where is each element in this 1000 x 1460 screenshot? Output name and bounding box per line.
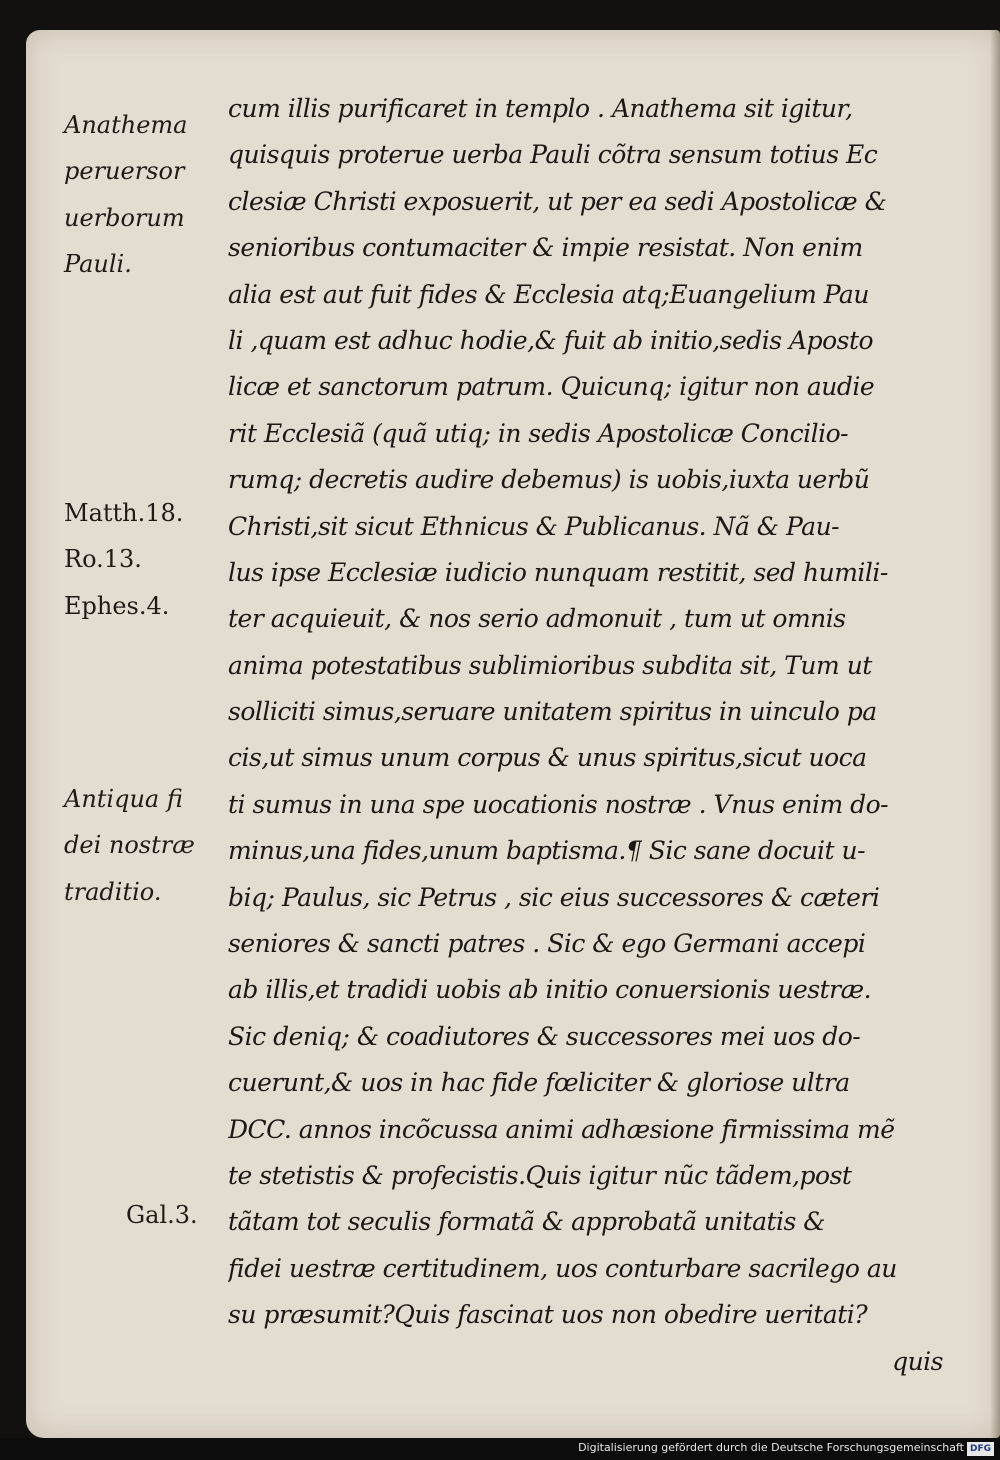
marginal-line: Ro.13. bbox=[64, 545, 142, 574]
text-line: ab illis,et tradidi uobis ab initio conuersionis uestræ. bbox=[228, 975, 872, 1005]
marginal-line: Antiqua fi bbox=[64, 785, 183, 813]
text-line: su præsumit?Quis fascinat uos non obedire ueritati? bbox=[228, 1300, 868, 1330]
text-line: Christi,sit sicut Ethnicus & Publicanus. Nã & Pau- bbox=[228, 511, 840, 541]
text-line: solliciti simus,seruare unitatem spiritus in uinculo pa bbox=[228, 697, 877, 727]
text-line: alia est aut fuit fides & Ecclesia atq;Euangelium Pau bbox=[228, 279, 869, 309]
text-line: cuerunt,& uos in hac fide fœliciter & gloriose ultra bbox=[228, 1068, 850, 1098]
text-line: clesiæ Christi exposuerit, ut per ea sedi Apostolicæ & bbox=[228, 186, 887, 216]
text-line: senioribus contumaciter & impie resistat. Non enim bbox=[228, 233, 863, 263]
main-text-block bbox=[228, 86, 943, 1385]
marginal-line: Matth.18. bbox=[64, 499, 184, 527]
marginal-note-citations bbox=[64, 490, 234, 629]
marginal-line: Anathema bbox=[64, 111, 188, 139]
text-line: ti sumus in una spe uocationis nostræ . Vnus enim do- bbox=[228, 789, 889, 819]
text-line: cis,ut simus unum corpus & unus spiritus,sicut uoca bbox=[228, 743, 867, 773]
text-line: anima potestatibus sublimioribus subdita sit, Tum ut bbox=[228, 650, 872, 680]
text-line: rumq; decretis audire debemus) is uobis,iuxta uerbũ bbox=[228, 465, 870, 495]
dfg-logo: DFG bbox=[967, 1442, 994, 1456]
text-line: quisquis proterue uerba Pauli cõtra sensum totius Ec bbox=[228, 140, 878, 170]
text-line: biq; Paulus, sic Petrus , sic eius successores & cæteri bbox=[228, 882, 880, 912]
text-line: quis bbox=[892, 1346, 943, 1376]
marginal-line: dei nostræ bbox=[64, 831, 195, 860]
marginal-line: traditio. bbox=[64, 877, 162, 906]
marginal-note-antiqua bbox=[64, 776, 234, 915]
marginal-line: Pauli. bbox=[64, 250, 132, 279]
marginal-note-anathema bbox=[64, 102, 234, 288]
text-line: te stetistis & profecistis.Quis igitur nũc tãdem,post bbox=[228, 1160, 852, 1190]
marginal-line: Ephes.4. bbox=[64, 591, 170, 620]
text-line: licæ et sanctorum patrum. Quicunq; igitur non audie bbox=[228, 372, 875, 402]
text-line: seniores & sancti patres . Sic & ego Germani accepi bbox=[228, 929, 866, 959]
marginal-line: uerborum bbox=[64, 203, 185, 232]
text-line: tãtam tot seculis formatã & approbatã unitatis & bbox=[228, 1207, 826, 1237]
text-line: ter acquieuit, & nos serio admonuit , tum ut omnis bbox=[228, 604, 846, 634]
text-line: cum illis purificaret in templo . Anathema sit igitur, bbox=[228, 94, 853, 123]
text-line: DCC. annos incõcussa animi adhæsione firmissima mẽ bbox=[228, 1114, 895, 1144]
marginal-note-gal bbox=[126, 1192, 296, 1238]
marginal-line: peruersor bbox=[64, 157, 185, 186]
text-line: fidei uestræ certitudinem, uos conturbare sacrilego au bbox=[228, 1253, 897, 1283]
footer-bar bbox=[0, 1438, 1000, 1460]
text-line: minus,una fides,unum baptisma.¶ Sic sane docuit u- bbox=[228, 836, 866, 866]
text-line: lus ipse Ecclesiæ iudicio nunquam restitit, sed humili- bbox=[228, 557, 888, 587]
marginal-line: Gal.3. bbox=[126, 1201, 198, 1229]
text-line: li ,quam est adhuc hodie,& fuit ab initio,sedis Aposto bbox=[228, 325, 874, 355]
page-edge-shadow bbox=[990, 30, 1000, 1438]
text-line: Sic deniq; & coadiutores & successores mei uos do- bbox=[228, 1021, 861, 1051]
footer-credit: Digitalisierung gefördert durch die Deutsche Forschungsgemeinschaft bbox=[578, 1441, 964, 1454]
text-line: rit Ecclesiã (quã utiq; in sedis Apostolicæ Concilio- bbox=[228, 418, 849, 448]
